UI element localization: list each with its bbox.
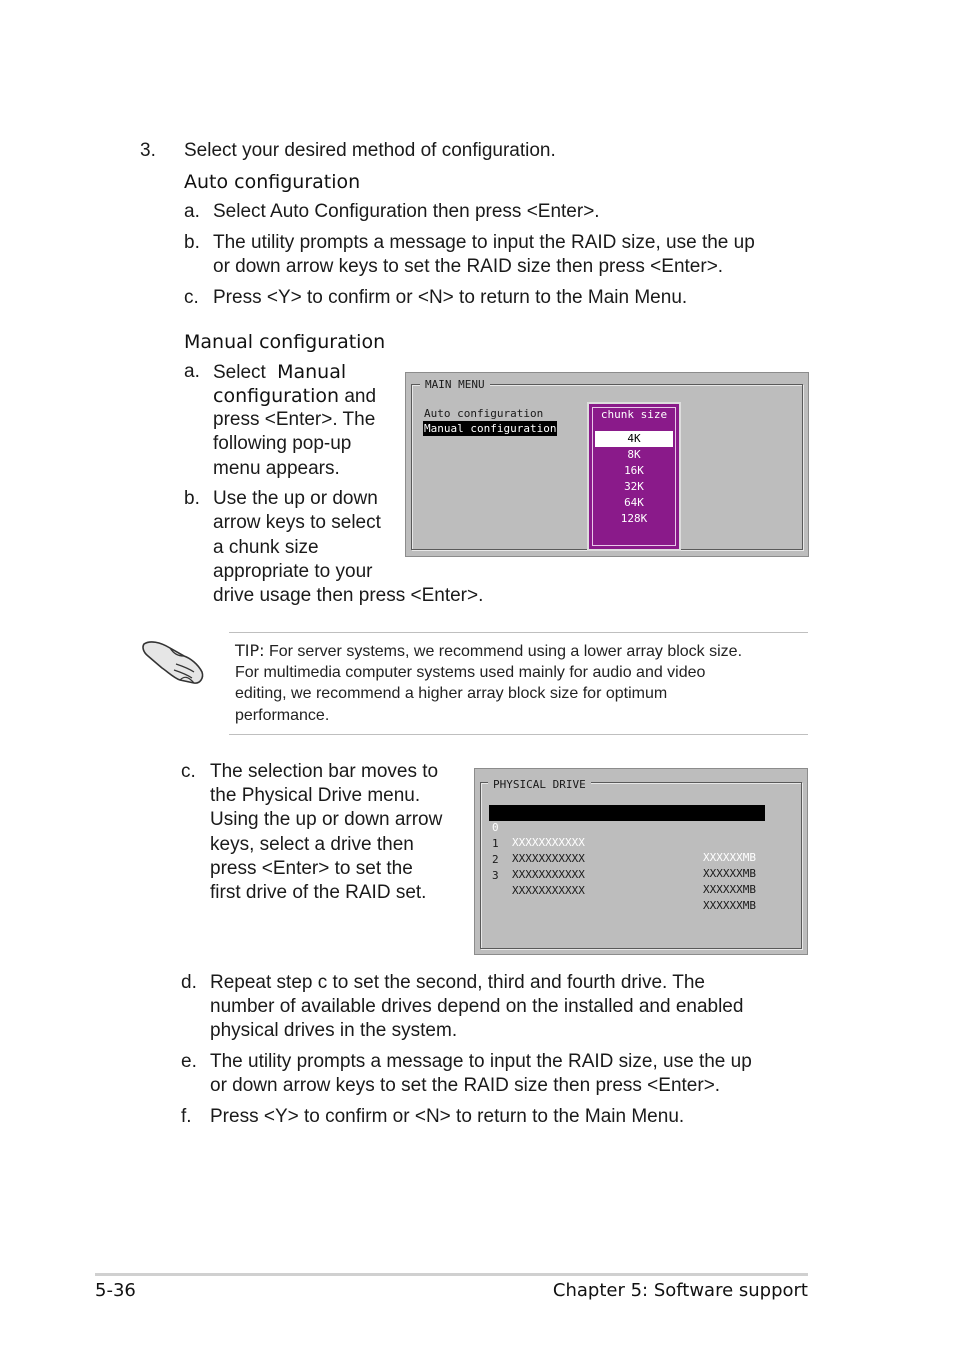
drive-index: 1 <box>492 837 499 850</box>
step-f-letter: f. <box>181 1106 192 1127</box>
main-menu-title: MAIN MENU <box>420 378 490 391</box>
chunk-option-4k[interactable]: 4K <box>595 431 673 447</box>
manual-config-heading: Manual configuration <box>184 331 386 353</box>
manual-a-pre: Select <box>213 362 266 383</box>
chunk-option-32k[interactable]: 32K <box>624 480 644 493</box>
chunk-size-popup <box>587 402 681 551</box>
step-d-letter: d. <box>181 972 197 993</box>
chunk-option-128k[interactable]: 128K <box>620 512 648 525</box>
chunk-option-16k[interactable]: 16K <box>624 464 644 477</box>
tip-line1 <box>235 640 742 663</box>
step-c-line5: press <Enter> to set the <box>210 858 413 879</box>
auto-a-letter: a. <box>184 201 200 222</box>
manual-a-bold2: configuration <box>213 385 340 407</box>
step-c-line3: Using the up or down arrow <box>210 809 443 830</box>
main-menu-screen <box>405 372 809 557</box>
step-d-line2: number of available drives depend on the installed and enabled <box>210 996 744 1017</box>
manual-b-line3: a chunk size <box>213 537 319 558</box>
step-c-line2: the Physical Drive menu. <box>210 785 421 806</box>
page-number: 5-36 <box>95 1280 136 1301</box>
manual-a-bold1: Manual <box>277 361 347 383</box>
drive-size: XXXXXXMB <box>703 867 756 880</box>
drive-name: XXXXXXXXXXX <box>512 836 585 849</box>
drive-row-1[interactable] <box>489 821 765 880</box>
tip-label: TIP: <box>235 641 265 660</box>
step-e-line2: or down arrow keys to set the RAID size then press <Enter>. <box>210 1075 721 1096</box>
auto-a-text: Select Auto Configuration then press <Enter>. <box>213 201 600 222</box>
step-f-text: Press <Y> to confirm or <N> to return to the Main Menu. <box>210 1106 685 1127</box>
manual-a-line4: following pop-up <box>213 433 352 454</box>
drive-index: 3 <box>492 869 499 882</box>
drive-name: XXXXXXXXXXX <box>512 884 585 897</box>
step-3-text: Select your desired method of configuration. <box>184 140 556 161</box>
manual-a-line2 <box>213 384 376 410</box>
physical-drive-title: PHYSICAL DRIVE <box>488 778 591 791</box>
manual-a-line5: menu appears. <box>213 458 340 479</box>
auto-c-text: Press <Y> to confirm or <N> to return to the Main Menu. <box>213 287 688 308</box>
tip-top-rule <box>229 632 808 633</box>
drive-index: 2 <box>492 853 499 866</box>
manual-b-line4: appropriate to your <box>213 561 373 582</box>
auto-b-letter: b. <box>184 232 200 253</box>
menu-item-auto-config[interactable]: Auto configuration <box>424 407 544 420</box>
manual-a-letter: a. <box>184 361 200 382</box>
manual-b-line5: drive usage then press <Enter>. <box>213 585 484 606</box>
auto-config-heading: Auto configuration <box>184 171 361 193</box>
drive-size: XXXXXXMB <box>703 851 756 864</box>
step-c-line1: The selection bar moves to <box>210 761 439 782</box>
step-d-line1: Repeat step c to set the second, third and fourth drive. The <box>210 972 706 993</box>
step-c-line6: first drive of the RAID set. <box>210 882 427 903</box>
step-e-letter: e. <box>181 1051 197 1072</box>
chapter-title: Chapter 5: Software support <box>552 1280 808 1301</box>
drive-row-3[interactable] <box>489 853 765 912</box>
tip-line1-text: For server systems, we recommend using a lower array block size. <box>268 643 743 660</box>
chunk-option-8k[interactable]: 8K <box>627 448 641 461</box>
hand-pointer-icon <box>140 636 206 686</box>
tip-line4: performance. <box>235 707 330 724</box>
chunk-option-64k[interactable]: 64K <box>624 496 644 509</box>
manual-b-letter: b. <box>184 488 200 509</box>
auto-c-letter: c. <box>184 287 199 308</box>
manual-b-line1: Use the up or down <box>213 488 378 509</box>
tip-line2: For multimedia computer systems used mainly for audio and video <box>235 664 706 681</box>
drive-row-2[interactable] <box>489 837 765 896</box>
tip-line3: editing, we recommend a higher array block size for optimum <box>235 685 668 702</box>
drive-size: XXXXXXMB <box>703 899 756 912</box>
step-c-letter: c. <box>181 761 196 782</box>
drive-name: XXXXXXXXXXX <box>512 852 585 865</box>
drive-index: 0 <box>492 821 499 834</box>
drive-name: XXXXXXXXXXX <box>512 868 585 881</box>
manual-a-line1 <box>213 360 346 386</box>
step-3-number: 3. <box>140 140 156 161</box>
auto-b-line2: or down arrow keys to set the RAID size then press <Enter>. <box>213 256 724 277</box>
footer-rule <box>95 1273 808 1276</box>
manual-a-line3: press <Enter>. The <box>213 409 376 430</box>
drive-row-0[interactable] <box>489 805 765 864</box>
chunk-size-title: chunk size <box>600 408 668 421</box>
drive-size: XXXXXXMB <box>703 883 756 896</box>
step-e-line1: The utility prompts a message to input the RAID size, use the up <box>210 1051 752 1072</box>
step-c-line4: keys, select a drive then <box>210 834 414 855</box>
physical-drive-screen <box>474 768 808 955</box>
manual-a-post: and <box>344 386 377 407</box>
auto-b-line1: The utility prompts a message to input the RAID size, use the up <box>213 232 755 253</box>
tip-bottom-rule <box>229 734 808 735</box>
menu-item-manual-config[interactable]: Manual configuration <box>424 422 557 435</box>
step-d-line3: physical drives in the system. <box>210 1020 458 1041</box>
manual-b-line2: arrow keys to select <box>213 512 381 533</box>
